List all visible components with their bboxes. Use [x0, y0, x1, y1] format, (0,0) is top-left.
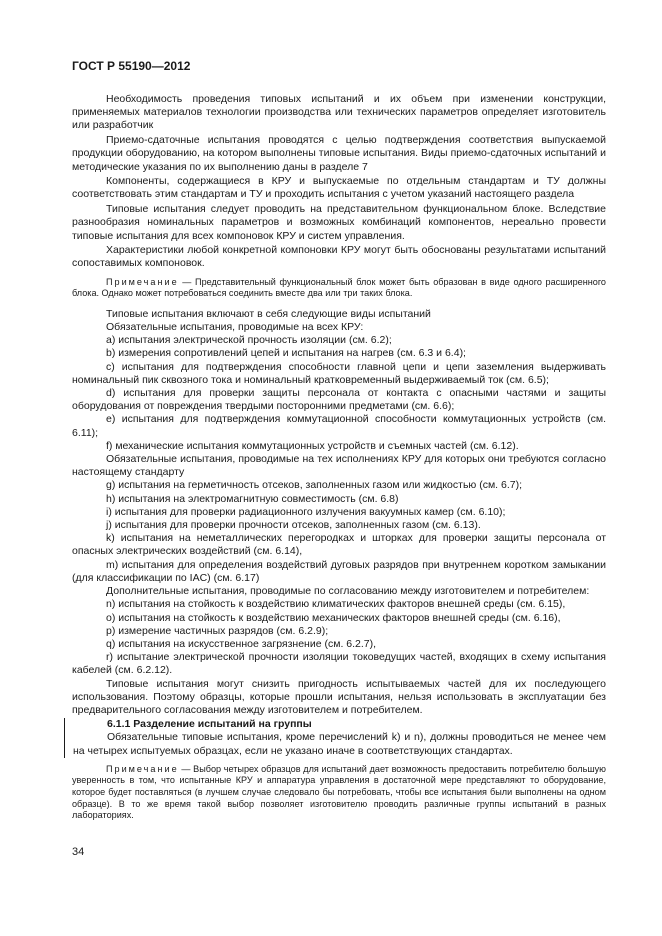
- section-heading: 6.1.1 Разделение испытаний на группы: [107, 718, 312, 731]
- intro-paragraph: Компоненты, содержащиеся в КРУ и выпускаемые по отдельным стандартам и ТУ должны соответствовать этим стандартам и ТУ и проходить испытания с учетом указаний настоящего раздела: [72, 175, 606, 201]
- list-item: r) испытание электрической прочности изоляции токоведущих частей, входящих в схему испытания кабелей (см. 6.2.12).: [72, 651, 606, 677]
- note-sample-selection: [72, 764, 606, 822]
- list-item: j) испытания для проверки прочности отсеков, заполненных газом (см. 6.13).: [106, 519, 481, 532]
- note-text: — Представительный функциональный блок может быть образован в виде одного расширенного блока. Однако может потребоваться соединить вместе два или три таких блока.: [72, 276, 606, 299]
- intro-paragraph: Характеристики любой конкретной компоновки КРУ могут быть обоснованы результатами испытаний сопоставимых компоновок.: [72, 244, 606, 270]
- list-item: b) измерения сопротивлений цепей и испытания на нагрев (см. 6.3 и 6.4);: [106, 347, 466, 360]
- list-line: Типовые испытания включают в себя следующие виды испытаний: [106, 307, 431, 320]
- list-line: Обязательные испытания, проводимые на всех КРУ:: [106, 321, 364, 334]
- intro-paragraph: Необходимость проведения типовых испытаний и их объем при изменении конструкции, применяемых материалов технологии производства или технических параметров определяет изготовитель или разработчик: [72, 93, 606, 132]
- intro-paragraph: Типовые испытания следует проводить на представительном функциональном блоке. Вследствие разнообразия номинальных параметров и возможных комбинаций компонентов, нереально провести типовые испытания для всех компоновок КРУ и систем управления.: [72, 203, 606, 242]
- list-item: c) испытания для подтверждения способности главной цепи и цепи заземления выдерживать номинальный пик сквозного тока и номинальный кратковременный выдерживаемый ток (см. 6.5);: [72, 360, 606, 386]
- list-item: m) испытания для определения воздействий дуговых разрядов при внутреннем коротком замыкании (для классификации по IAC) (см. 6.17): [72, 558, 606, 584]
- list-item: a) испытания электрической прочность изоляции (см. 6.2);: [106, 334, 392, 347]
- list-item: p) измерение частичных разрядов (см. 6.2.9);: [106, 624, 329, 637]
- page-number: 34: [72, 846, 85, 858]
- note-label: Примечание: [106, 763, 179, 774]
- note-text: — Выбор четырех образцов для испытаний дает возможность предоставить потребителю большую уверенность в том, что испытанные КРУ и аппаратура управления в достаточной мере представляют то оборудование, которое будет поставляться (в лучшем случае следовало бы потребовать, чтобы все испытания были выполнены на одном образце). В то же время такой выбор позволяет изготовителю проводить различные группы испытаний в разных лабораториях.: [72, 763, 606, 821]
- list-item: d) испытания для проверки защиты персонала от контакта с опасными частями и защиты оборудования от повреждения твердыми посторонними предметами (см. 6.6);: [72, 387, 606, 413]
- list-item: o) испытания на стойкость к воздействию механических факторов внешней среды (см. 6.16),: [106, 611, 561, 624]
- section-paragraph: Обязательные типовые испытания, кроме перечислений k) и n), должны проводиться не менее чем на четырех испытуемых образцах, если не указано иначе в соответствующих стандартах.: [73, 731, 606, 757]
- list-item: n) испытания на стойкость к воздействию климатических факторов внешней среды (см. 6.15),: [106, 598, 566, 611]
- intro-paragraph: Приемо-сдаточные испытания проводятся с целью подтверждения соответствия выпускаемой продукции оборудованию, на котором выполнены типовые испытания. Виды приемо-сдаточных испытаний и методические указания по их выполнению даны в разделе 7: [72, 134, 606, 173]
- list-line: Дополнительные испытания, проводимые по согласованию между изготовителем и потребителем:: [106, 585, 590, 598]
- list-line: Типовые испытания могут снизить пригодность испытываемых частей для их последующего использования. Поэтому образцы, которые прошли испытания, нельзя использовать в эксплуатации без предварительного согласования между изготовителем и потребителем.: [72, 677, 606, 716]
- list-item: i) испытания для проверки радиационного излучения вакуумных камер (см. 6.10);: [106, 505, 506, 518]
- note-label: Примечание: [106, 276, 179, 287]
- list-item: g) испытания на герметичность отсеков, заполненных газом или жидкостью (см. 6.7);: [106, 479, 523, 492]
- document-header: ГОСТ Р 55190—2012: [72, 59, 191, 73]
- list-item: e) испытания для подтверждения коммутационной способности коммутационных устройств (см. 6.11);: [72, 413, 606, 439]
- list-item: f) механические испытания коммутационных устройств и съемных частей (см. 6.12).: [106, 439, 519, 452]
- revision-marked-block: [64, 718, 606, 758]
- note-representative-block: [72, 277, 606, 300]
- page-body: [72, 93, 606, 830]
- list-item: q) испытания на искусственное загрязнение (см. 6.2.7),: [106, 637, 377, 650]
- list-item: k) испытания на неметаллических перегородках и шторках для проверки защиты персонала от опасных электрических воздействий (см. 6.14),: [72, 532, 606, 558]
- list-item: h) испытания на электромагнитную совместимость (см. 6.8): [106, 492, 399, 505]
- list-line: Обязательные испытания, проводимые на тех исполнениях КРУ для которых они требуются согласно настоящему стандарту: [72, 453, 606, 479]
